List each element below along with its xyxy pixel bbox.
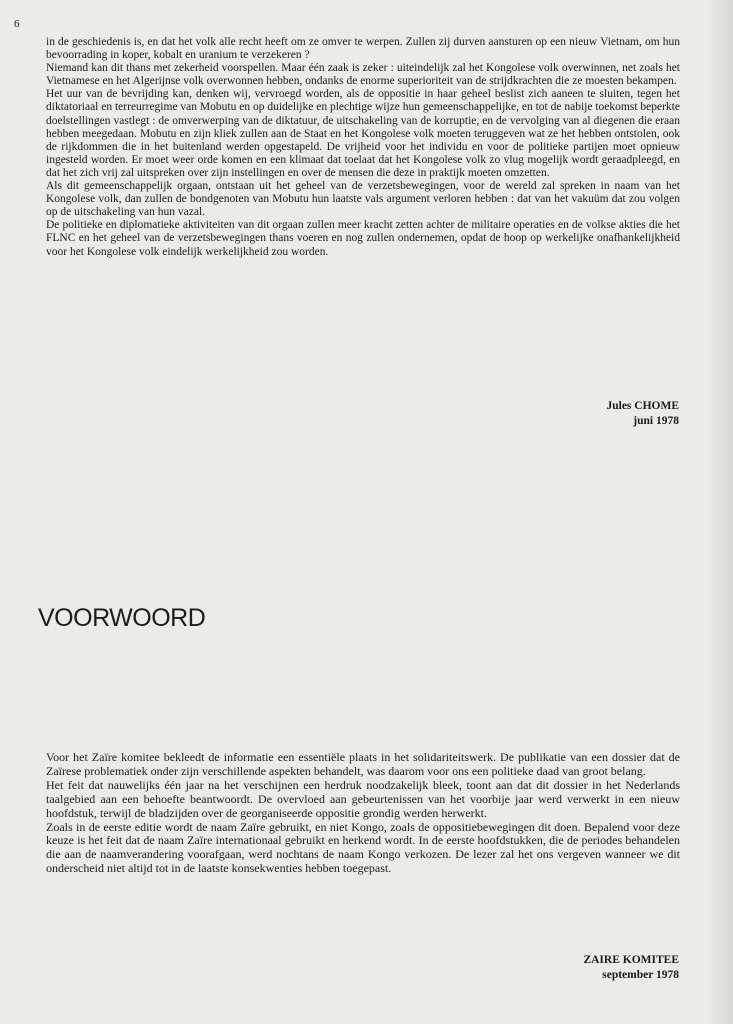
preface-text-block: [46, 751, 680, 876]
closing-signature: [459, 399, 679, 429]
signature-author: ZAIRE KOMITEE: [583, 954, 679, 966]
paragraph: De politieke en diplomatieke aktiviteiten van dit orgaan zullen meer kracht zetten achter de militaire operaties en de volkse akties die het FLNC en het geheel van de verzetsbewegingen thans voeren en nog zullen ondernemen, opdat de hoop op werkelijke onafhankelijkheid voor het Kongolese volk eindelijk werkelijkheid zou worden.: [46, 219, 680, 258]
page-number: 6: [14, 18, 20, 30]
signature-date: september 1978: [602, 969, 679, 981]
signature-author: Jules CHOME: [606, 400, 679, 412]
signature-date: juni 1978: [633, 415, 679, 427]
paragraph: Het uur van de bevrijding kan, denken wij, vervroegd worden, als de oppositie in haar geheel beslist zich aaneen te sluiten, tegen het diktatoriaal en terreurregime van Mobutu en op duidelijke en plechtige wijze hun gemeenschappelijke, en tot de nabije toekomst beperkte doelstellingen vastlegt : de omverwerping van de diktatuur, de uitschakeling van de korruptie, en de vervolging van al diegenen die eraan hebben meegedaan. Mobutu en zijn kliek zullen aan de Staat en het Kongolese volk moeten teruggeven wat ze het hebben ontstolen, ook de rijkdommen die in het buitenland werden opgestapeld. De vrijheid voor het individu en voor de politieke partijen moet opnieuw ingesteld worden. Er moet weer orde komen en een klimaat dat toelaat dat het Kongolese volk zo vlug mogelijk wordt geraadpleegd, en dat het zich vrij zal uitspreken over zijn instellingen en over de mensen die deze in praktijk moeten omzetten.: [46, 88, 680, 179]
paragraph: Niemand kan dit thans met zekerheid voorspellen. Maar één zaak is zeker : uiteindelijk zal het Kongolese volk overwinnen, net zoals het Vietnamese en het Algerijnse volk overwonnen hebben, ondanks de enorme superioriteit van de strijdkrachten die ze moesten bekampen.: [46, 62, 680, 88]
page-edge-shadow: [707, 0, 733, 1024]
paragraph: in de geschiedenis is, en dat het volk alle recht heeft om ze omver te werpen. Zullen zij durven aansturen op een nieuw Vietnam, om hun bevoorrading in koper, kobalt en uranium te verzekeren ?: [46, 36, 680, 62]
paragraph: Als dit gemeenschappelijk orgaan, ontstaan uit het geheel van de verzetsbewegingen, voor de wereld zal spreken in naam van het Kongolese volk, dan zullen de bondgenoten van Mobutu hun laatste vals argument verloren hebben : dat van het vakuüm dat zou volgen op de uitschakeling van hun vazal.: [46, 180, 680, 219]
paragraph: Voor het Zaïre komitee bekleedt de informatie een essentiële plaats in het solidariteitswerk. De publikatie van een dossier dat de Zaïrese problematiek onder zijn verschillende aspekten behandelt, was daarom voor ons een politieke daad van groot belang.: [46, 750, 680, 778]
preface-signature: [459, 953, 679, 983]
closing-text-block: [46, 36, 680, 259]
section-heading: VOORWOORD: [38, 604, 206, 632]
paragraph: Het feit dat nauwelijks één jaar na het verschijnen een herdruk noodzakelijk bleek, toont aan dat dit dossier in het Nederlands taalgebied aan een behoefte beantwoordt. De overvloed aan gebeurtenissen van het voorbije jaar werd verwerkt in een nieuw hoofdstuk, terwijl de bladzijden over de georganiseerde oppositie grondig werden herwerkt.: [46, 777, 680, 820]
paragraph: Zoals in de eerste editie wordt de naam Zaïre gebruikt, en niet Kongo, zoals de oppositiebewegingen dit doen. Bepalend voor deze keuze is het feit dat de naam Zaïre internationaal gebruikt en herkend wordt. In de eerste hoofdstukken, die de periodes behandelen die aan de naamverandering voorafgaan, werd nochtans de naam Kongo verkozen. De lezer zal het ons vergeven wanneer we dit onderscheid niet altijd tot in de laatste konsekwenties hebben toegepast.: [46, 819, 680, 876]
